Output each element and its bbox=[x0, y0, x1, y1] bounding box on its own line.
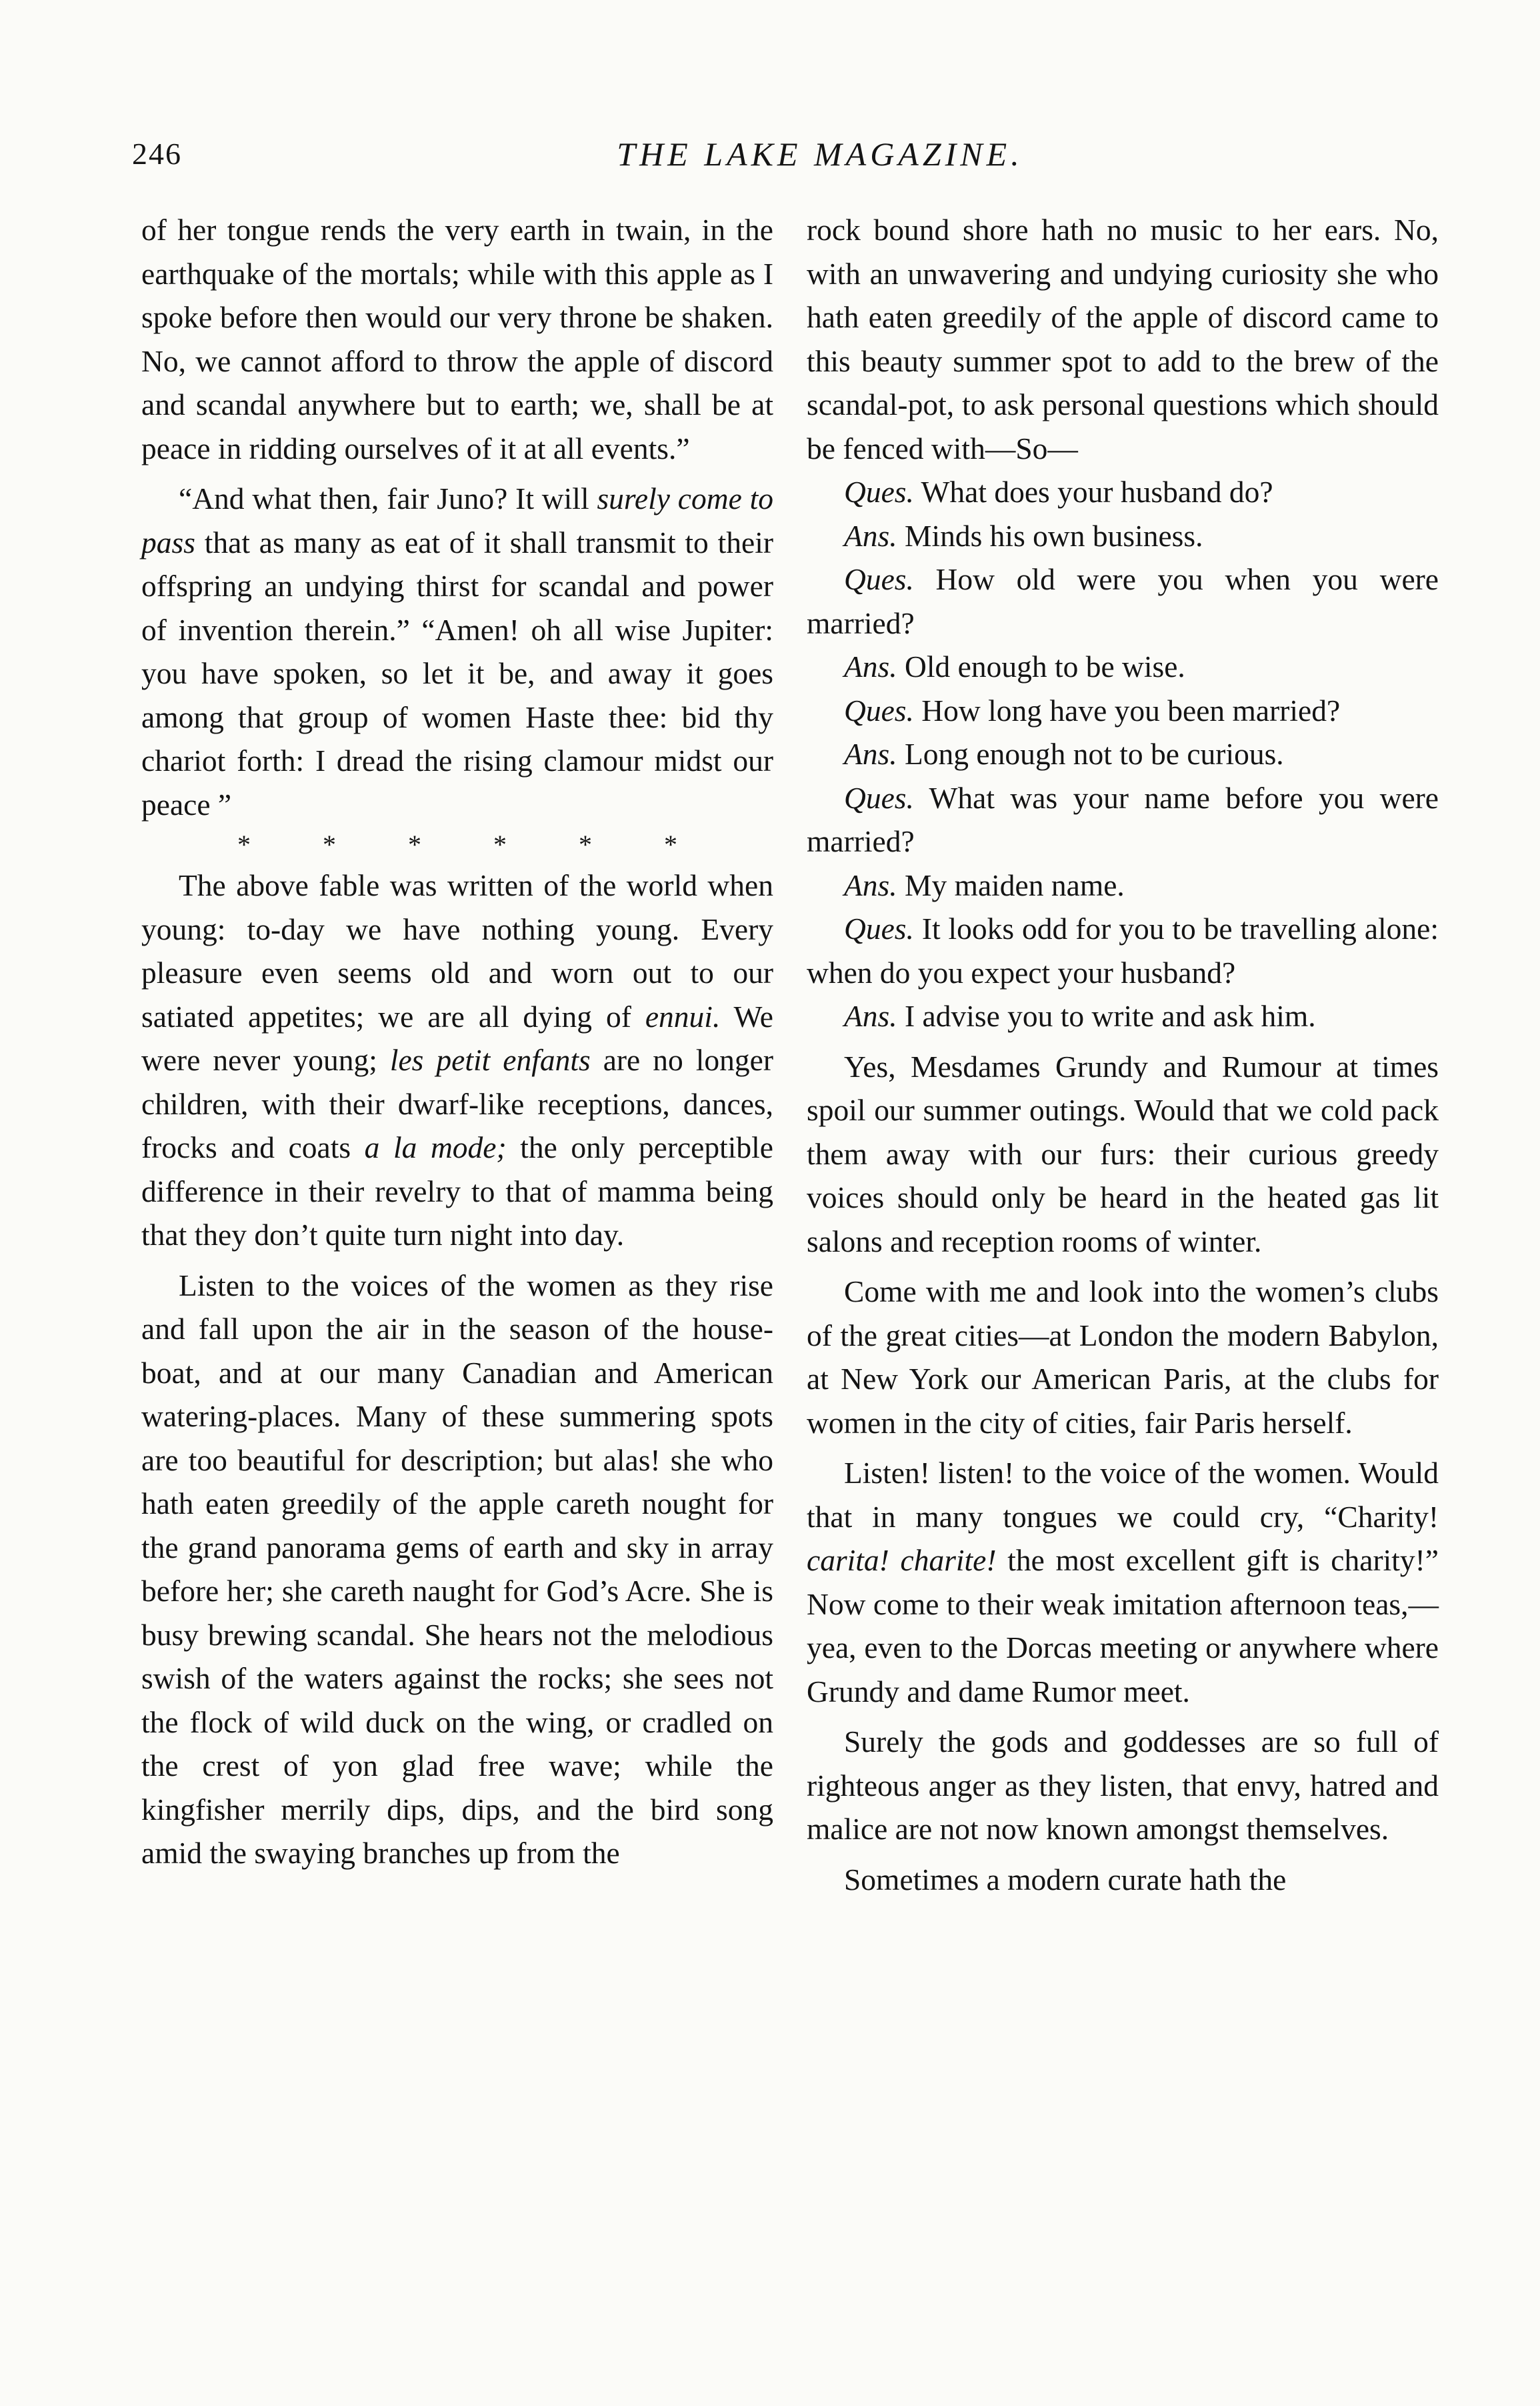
paragraph: Yes, Mesdames Grundy and Rumour at times spoil our summer outings. Would that we cold pack them away with our furs: their curious greedy voices should only be heard in the heated gas lit salons and reception rooms of winter. bbox=[807, 1049, 1439, 1258]
italic-phrase: ennui. bbox=[645, 999, 721, 1034]
text-run: “And what then, fair Juno? It will bbox=[179, 481, 597, 515]
italic-phrase: surely come to pass bbox=[141, 481, 774, 559]
qa-text: Long enough not to be curious. bbox=[897, 737, 1284, 771]
qa-text: How old were you when you were married? bbox=[807, 562, 1439, 640]
asterisk: * bbox=[323, 830, 336, 860]
text-run: the most excellent gift is charity!” Now come to their weak imitation afternoon teas,—yea, even to the Dorcas meeting or anywhere where Grundy and dame Rumor meet. bbox=[807, 1543, 1439, 1708]
qa-text: It looks odd for you to be travelling alone: when do you expect your husband? bbox=[807, 912, 1439, 990]
paragraph: Come with me and look into the women’s clubs of the great cities—at London the modern Babylon, at New York our American Paris, at the clubs for women in the city of cities, fair Paris herself. bbox=[807, 1274, 1439, 1440]
qa-line bbox=[807, 557, 1439, 645]
asterisk: * bbox=[664, 830, 677, 860]
asterisk: * bbox=[579, 830, 592, 860]
asterisk: * bbox=[493, 830, 507, 860]
running-head bbox=[127, 132, 1433, 179]
qa-text: How long have you been married? bbox=[913, 693, 1341, 728]
asterisk: * bbox=[237, 830, 251, 860]
qa-line bbox=[807, 689, 1439, 733]
qa-role: Ques. bbox=[844, 780, 914, 815]
qa-line bbox=[807, 994, 1439, 1038]
right-column bbox=[807, 208, 1439, 1901]
paragraph: rock bound shore hath no music to her ears. No, with an unwavering and undying curiosity she who hath eaten greedily of the apple of discord came to this beauty summer spot to add to the brew of the scandal-pot, to ask personal questions which should be fenced with—So— bbox=[807, 213, 1439, 465]
qa-text: My maiden name. bbox=[897, 868, 1125, 902]
text-run: are no longer children, with their dwarf-like receptions, dances, frocks and coats bbox=[141, 1043, 773, 1164]
paragraph: Sometimes a modern curate hath the bbox=[844, 1862, 1287, 1897]
paragraph: Listen to the voices of the women as they rise and fall upon the air in the season of the house-boat, and at our many Canadian and American watering-places. Many of these summering spots are too beautiful for description; but alas! she who hath eaten greedily of the apple careth nought for the grand panorama gems of earth and sky in array before her; she careth naught for God’s Acre. She is busy brewing scandal. She hears not the melodious swish of the waters against the rocks; she sees not the flock of wild duck on the wing, or cradled on the crest of yon glad free wave; while the kingfisher merrily dips, dips, and the bird song amid the swaying branches up from the bbox=[141, 1268, 773, 1870]
qa-role: Ques. bbox=[844, 475, 914, 509]
paragraph: of her tongue rends the very earth in twain, in the earthquake of the mortals; while with this apple as I spoke before then would our very throne be shaken. No, we cannot afford to throw the apple of discord and scandal anywhere but to earth; we, shall be at peace in ridding ourselves of it at all events.” bbox=[141, 213, 773, 465]
qa-text: What does your husband do? bbox=[913, 475, 1273, 509]
qa-line bbox=[807, 732, 1439, 776]
page-number: 246 bbox=[132, 137, 182, 171]
left-column bbox=[141, 208, 773, 1875]
qa-text: Minds his own business. bbox=[897, 518, 1203, 553]
italic-phrase: carita! charite! bbox=[807, 1543, 997, 1577]
qa-line bbox=[807, 514, 1439, 558]
qa-list bbox=[807, 470, 1439, 1038]
qa-role: Ans. bbox=[844, 868, 897, 902]
text-run: that as many as eat of it shall transmit to their offspring an undying thirst for scandal and power of invention therein.” “Amen! oh all wise Jupiter: you have spoken, so let it be, and away it goes among that group of women Haste thee: bid thy chariot forth: I dread the rising clamour midst our peace ” bbox=[141, 525, 773, 822]
qa-line bbox=[807, 776, 1439, 864]
qa-role: Ques. bbox=[844, 912, 914, 946]
qa-text: Old enough to be wise. bbox=[897, 650, 1185, 684]
paragraph: Surely the gods and goddesses are so full of righteous anger as they listen, that envy, hatred and malice are not now known amongst themselves. bbox=[807, 1724, 1439, 1846]
qa-line bbox=[807, 907, 1439, 994]
qa-role: Ans. bbox=[844, 650, 897, 684]
qa-line bbox=[807, 645, 1439, 689]
italic-phrase: a la mode; bbox=[364, 1130, 507, 1164]
qa-role: Ans. bbox=[844, 999, 897, 1033]
qa-line bbox=[807, 864, 1439, 908]
text-run: the only perceptible difference in their revelry to that of mamma being that they don’t quite turn night into day. bbox=[141, 1130, 773, 1252]
text-run: Listen! listen! to the voice of the women. Would that in many tongues we could cry, “Charity! bbox=[807, 1456, 1439, 1534]
qa-role: Ans. bbox=[844, 737, 897, 771]
italic-phrase: les petit enfants bbox=[389, 1043, 591, 1077]
text-run: The above fable was written of the world when young: to-day we have nothing young. Every pleasure even seems old and worn out to our satiated appetites; we are all dying of bbox=[141, 868, 773, 1034]
asterisk: * bbox=[408, 830, 421, 860]
qa-text: What was your name before you were married? bbox=[807, 780, 1439, 858]
magazine-title: THE LAKE MAGAZINE. bbox=[617, 135, 1023, 173]
paragraph bbox=[807, 1451, 1439, 1713]
paragraph bbox=[141, 477, 773, 826]
paragraph bbox=[141, 864, 773, 1257]
text-run: We were never young; bbox=[141, 999, 773, 1077]
qa-role: Ques. bbox=[844, 693, 914, 728]
qa-line bbox=[807, 470, 1439, 514]
qa-text: I advise you to write and ask him. bbox=[897, 999, 1316, 1033]
section-separator bbox=[141, 826, 773, 864]
qa-role: Ques. bbox=[844, 562, 914, 596]
qa-role: Ans. bbox=[844, 518, 897, 553]
